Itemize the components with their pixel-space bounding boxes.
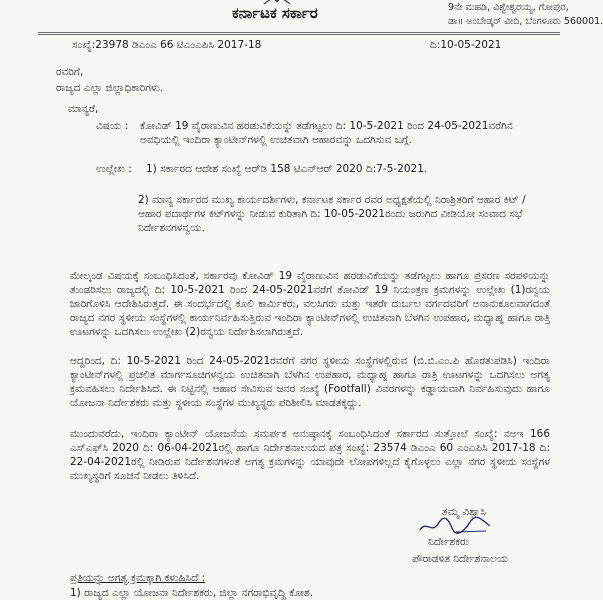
recipient-line-1: ರವರಿಗೆ, (56, 66, 84, 78)
body-paragraph-3: ಮುಂದುವರೆದು, ಇಂದಿರಾ ಕ್ಯಾಂಟೀನ್ ಯೋಜನೆಯ ಸಮರ್ಪಕ ಅನುಷ್ಠಾನಕ್ಕೆ ಸಂಬಂಧಿಸಿದಂತೆ ಸರ್ಕಾರದ ಸುತ್ತೋಲೆ ಸಂಖ್ಯೆ: ನಅಇ 166 ಎಸ್‌ಎಫ್‌ಸಿ 2020 ದಿ: 06-04-2021ರಲ್ಲಿ ಹಾಗೂ ನಿರ್ದೇಶನಾಲಯದ ಪತ್ರ ಸಂಖ್ಯೆ: 23574 ಡಿಎಂಎ 60 ಎಂಎಪಿಸಿ 2017-18 ದಿ: 22-04-2021ರಲ್ಲಿ ನೀಡಿರುವ ನಿರ್ದೇಶನಗಳಂತೆ ಅಗತ್ಯ ಕ್ರಮಗಳನ್ನು ಯಾವುದೇ ಲೋಪಗಳಿಲ್ಲದೆ ಕೈಗೊಳ್ಳಲು ಎಲ್ಲಾ ನಗರ ಸ್ಥಳೀಯ ಸಂಸ್ಥೆಗಳ ಮುಖ್ಯಸ್ಥರಿಗೆ ಸೂಚನೆ ನೀಡಲು ತಿಳಿಸಿದೆ. (70, 428, 550, 482)
reference-item-1: 1) ಸರ್ಕಾರದ ಆದೇಶ ಸಂಖ್ಯೆ ಆರ್‌ಡಿ 158 ಟಿಎನ್‌ಆರ್ 2020 ದಿ:7-5-2021. (146, 163, 428, 175)
address-line-2: ಡಾ॥ ಅಂಬೇಡ್ಕರ್ ವೀದಿ, ಬೆಂಗಳೂರು 560001. (448, 16, 603, 27)
references-label: ಉಲ್ಲೇಖ : (96, 163, 132, 175)
salutation: ಮಾನ್ಯರೆ, (68, 103, 99, 115)
body-paragraph-2: ಆದ್ದರಿಂದ, ದಿ: 10-5-2021 ರಿಂದ 24-05-2021ರವರೆಗೆ ನಗರ ಸ್ಥಳೀಯ ಸಂಸ್ಥೆಗಳಲ್ಲಿರುವ (ಬಿ.ಬಿ.ಎಂ.ಪಿ ಹೊರತುಪಡಿಸಿ) ಇಂದಿರಾ ಕ್ಯಾಂಟೀನ್‌ಗಳಲ್ಲಿ ಪ್ರಚಲಿತ ಮಾರ್ಗಸೂಚಿಗಳನ್ವಯ ಉಚಿತವಾಗಿ ಬೆಳಗಿನ ಉಪಹಾರ, ಮಧ್ಯಾಹ್ನ ಹಾಗೂ ರಾತ್ರಿ ಊಟಗಳನ್ನು ಒದಗಿಸಲು ಅಗತ್ಯ ಕ್ರಮವಹಿಸಲು ನಿರ್ದೇಶಿಸಿದೆ. ಈ ನಿಟ್ಟಿನಲ್ಲಿ ಆಹಾರ ಸೇವಿಸುವ ಜನರ ಸಂಖ್ಯೆ (Footfall) ವಿವರಗಳನ್ನು ಕಡ್ಡಾಯವಾಗಿ ನಿರ್ವಹಿಸುವುದು ಹಾಗೂ ಯೋಜನಾ ನಿರ್ದೇಶಕರು ಮತ್ತು ಸ್ಥಳೀಯ ಸಂಸ್ಥೆಗಳ ಮುಖ್ಯಸ್ಥರು ಪರಿಶೀಲಿಸಿ ಮಾಡತಕ್ಕದ್ದು. (70, 355, 550, 409)
subject-text: ಕೋವಿಡ್ 19 ವೈರಾಣುವಿನ ಹರಡುವಿಕೆಯನ್ನು ತಡೆಗಟ್ಟಲು ದಿ: 10-5-2021 ರಿಂದ 24-05-2021ವರೆಗಿನ ಅವಧಿಯಲ್ಲಿ ಇಂದಿರಾ ಕ್ಯಾಂಟೀನ್‌ಗಳಲ್ಲಿ ಉಚಿತವಾಗಿ ಆಹಾರವನ್ನು ಒದಗಿಸುವ ಬಗ್ಗೆ. (140, 120, 513, 146)
closing-designation: ನಿರ್ದೇಶಕರು (428, 536, 469, 548)
closing-yours: ತಮ್ಮ ವಿಶ್ವಾಸಿ (442, 506, 487, 518)
government-title: ಕರ್ನಾಟಕ ಸರ್ಕಾರ (232, 4, 318, 22)
body-paragraph-1: ಮೇಲ್ಕಂಡ ವಿಷಯಕ್ಕೆ ಸಂಬಂಧಿಸಿದಂತೆ, ಸರ್ಕಾರವು ಕೋವಿಡ್ 19 ವೈರಾಣುವಿನ ಹರಡುವಿಕೆಯನ್ನು ತಡೆಗಟ್ಟಲು ಹಾಗೂ ಪ್ರಸರಣ ಸರಪಳಿಯನ್ನು ತುಂಡರಿಸಲು ರಾಜ್ಯದಲ್ಲಿ ದಿ: 10-5-2021 ರಿಂದ 24-05-2021ವರೆಗೆ ಕೋವಿಡ್ 19 ನಿಯಂತ್ರಣ ಕ್ರಮಗಳನ್ನು ಉಲ್ಲೇಖ (1)ರನ್ವಯ ಜಾರಿಗೊಳಿಸಿ ಆದೇಶಿಸಿರುತ್ತದೆ. ಈ ಸಂದರ್ಭದಲ್ಲಿ ಕೂಲಿ ಕಾರ್ಮಿಕರು, ವಲಸಿಗರು ಮತ್ತು ಇತರೇ ದುರ್ಬಲ ವರ್ಗದವರಿಗೆ ಅನಾನುಕೂಲವಾಗದಂತೆ ರಾಜ್ಯದ ನಗರ ಸ್ಥಳೀಯ ಸಂಸ್ಥೆಗಳಲ್ಲಿ ಕಾರ್ಯನಿರ್ವಹಿಸುತ್ತಿರುವ ಇಂದಿರಾ ಕ್ಯಾಂಟೀನ್‌ಗಳಲ್ಲಿ ಉಚಿತವಾಗಿ ಬೆಳಗಿನ ಉಪಹಾರ, ಮಧ್ಯಾಹ್ನ ಹಾಗೂ ರಾತ್ರಿ ಊಟಗಳನ್ನು ಒದಗಿಸಲು ಉಲ್ಲೇಖ (2)ರನ್ವಯ ನಿರ್ದೇಶಿಸಲಾಗಿರುತ್ತದೆ. (70, 270, 550, 338)
copy-to-label: ಪ್ರತಿಯನ್ನು ಅಗತ್ಯ ಕ್ರಮಕ್ಕಾಗಿ ಕಳುಹಿಸಿದೆ : (70, 572, 206, 584)
copy-to-item-1: 1) ರಾಜ್ಯದ ಎಲ್ಲಾ ಯೋಜನಾ ನಿರ್ದೇಶಕರು, ಜಿಲ್ಲಾ ನಗರಾಭಿವೃದ್ಧಿ ಕೋಶ. (70, 587, 314, 599)
header-divider-2 (38, 34, 560, 35)
reference-number: ಸಂಖ್ಯೆ:23978 ಡಿಎಂಎ 66 ಟಿಎಂಎಪಿಸಿ 2017-18 (72, 39, 262, 51)
address-line-1: 9ನೇ ಮಹಡಿ, ವಿಶ್ವೇಶ್ವರಯ್ಯ, ಗೋಪುರ, (448, 2, 569, 13)
header-divider (38, 32, 560, 33)
reference-item-2: 2) ಮಾನ್ಯ ಸರ್ಕಾರದ ಮುಖ್ಯ ಕಾರ್ಯದರ್ಶಿಗಳು, ಕರ್ನಾಟಕ ಸರ್ಕಾರ ರವರ ಅಧ್ಯಕ್ಷತೆಯಲ್ಲಿ ನಿರಾಶ್ರಿತರಿಗೆ ಆಹಾರ ಕಿಟ್ / ಆಹಾರ ಪದಾರ್ಥಗಳ ಕಿಟ್‌ಗಳನ್ನು ನೀಡುವ ಕುರಿತಾಗಿ ದಿ: 10-05-2021ರಂದು ಜರುಗಿದ ವೀಡಿಯೋ ಸಂವಾದ ಸಭೆ ನಿರ್ದೇಶನಗಳನ್ವಯ. (138, 194, 526, 234)
subject-label: ವಿಷಯ : (96, 120, 129, 132)
recipient-line-2: ರಾಜ್ಯದ ಎಲ್ಲಾ ಜಿಲ್ಲಾಧಿಕಾರಿಗಳು. (56, 82, 164, 94)
closing-department: ಪೌರಾಡಳಿತ ನಿರ್ದೇಶನಾಲಯ (412, 553, 509, 565)
letter-date: ದಿ:10-05-2021 (430, 39, 502, 51)
